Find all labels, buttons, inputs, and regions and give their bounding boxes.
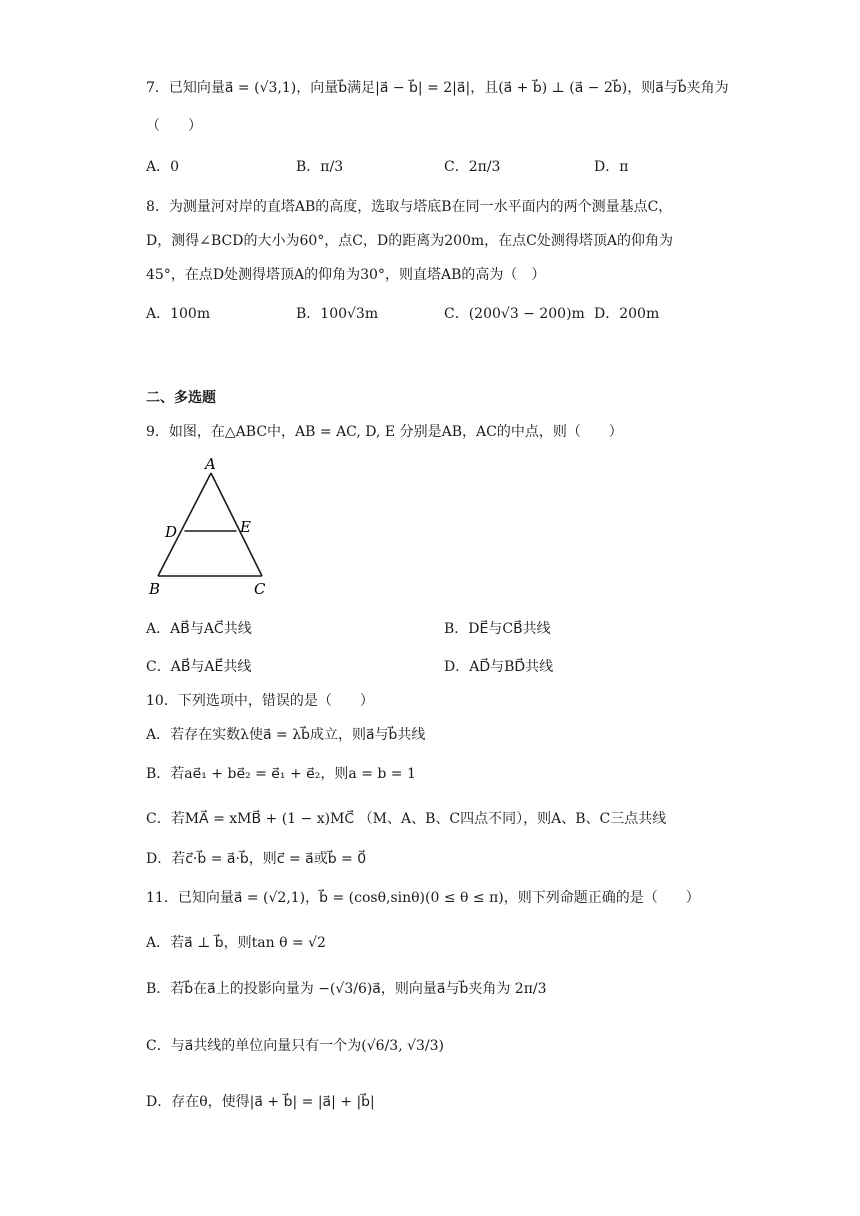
label-d: D [165,523,178,541]
q7-option-a: A．0 [146,159,180,175]
q8-option-b: B．100√3m [296,306,379,322]
q7-option-d: D．π [594,159,629,175]
q11-stem: 11．已知向量a⃗ = (√2,1)，b⃗ = (cosθ,sinθ)(0 ≤ θ ≤ π)，则下列命题正确的是（ ） [146,890,700,906]
q10-option-a: A．若存在实数λ使a⃗ = λb⃗成立，则a⃗与b⃗共线 [146,727,426,743]
q8-option-d: D．200m [594,306,660,322]
q10-option-c: C．若MA⃗ = xMB⃗ + (1 − x)MC⃗ （M、A、B、C四点不同），则A、B、C三点共线 [146,811,667,827]
label-e: E [240,518,251,536]
label-c: C [254,580,266,598]
q8-line-2: D，测得∠BCD的大小为60°，点C，D的距离为200m，在点C处测得塔顶A的仰角为 [146,233,674,249]
q9-stem: 9．如图，在△ABC中，AB = AC, D, E 分别是AB，AC的中点，则（ ） [146,424,623,440]
q9-option-b: B．DE⃗与CB⃗共线 [444,621,551,637]
q10-stem: 10．下列选项中，错误的是（ ） [146,693,374,709]
side-ac [211,473,262,576]
q8-option-a: A．100m [146,306,211,322]
q11-option-c: C．与a⃗共线的单位向量只有一个为(√6/3, √3/3) [146,1038,445,1054]
q7-paren: （ ） [146,118,202,134]
q8-line-3: 45°，在点D处测得塔顶A的仰角为30°，则直塔AB的高为（ ） [146,267,546,283]
q7-option-c: C．2π/3 [444,159,501,175]
q7-stem: 7．已知向量a⃗ = (√3,1)，向量b⃗满足|a⃗ − b⃗| = 2|a⃗|，且(a⃗ + b⃗) ⊥ (a⃗ − 2b⃗)，则a⃗与b⃗夹角为 [146,80,729,96]
label-a: A [205,455,216,473]
q11-option-b: B．若b⃗在a⃗上的投影向量为 −(√3/6)a⃗，则向量a⃗与b⃗夹角为 2π/3 [146,981,547,997]
q10-option-d: D．若c⃗·b⃗ = a⃗·b⃗，则c⃗ = a⃗或b⃗ = 0⃗ [146,851,367,867]
q9-option-d: D．AD⃗与BD⃗共线 [444,659,554,675]
triangle-figure [140,452,280,600]
q8-line-1: 8．为测量河对岸的直塔AB的高度，选取与塔底B在同一水平面内的两个测量基点C， [146,199,673,215]
q7-option-b: B．π/3 [296,159,344,175]
q9-option-c: C．AB⃗与AE⃗共线 [146,659,252,675]
section-title: 二、多选题 [146,390,216,406]
q11-option-d: D．存在θ，使得|a⃗ + b⃗| = |a⃗| + |b⃗| [146,1094,375,1110]
label-b: B [149,580,161,598]
q10-option-b: B．若ae⃗₁ + be⃗₂ = e⃗₁ + e⃗₂，则a = b = 1 [146,766,416,782]
q8-option-c: C．(200√3 − 200)m [444,306,585,322]
q9-option-a: A．AB⃗与AC⃗共线 [146,621,252,637]
q11-option-a: A．若a⃗ ⊥ b⃗，则tan θ = √2 [146,935,326,951]
